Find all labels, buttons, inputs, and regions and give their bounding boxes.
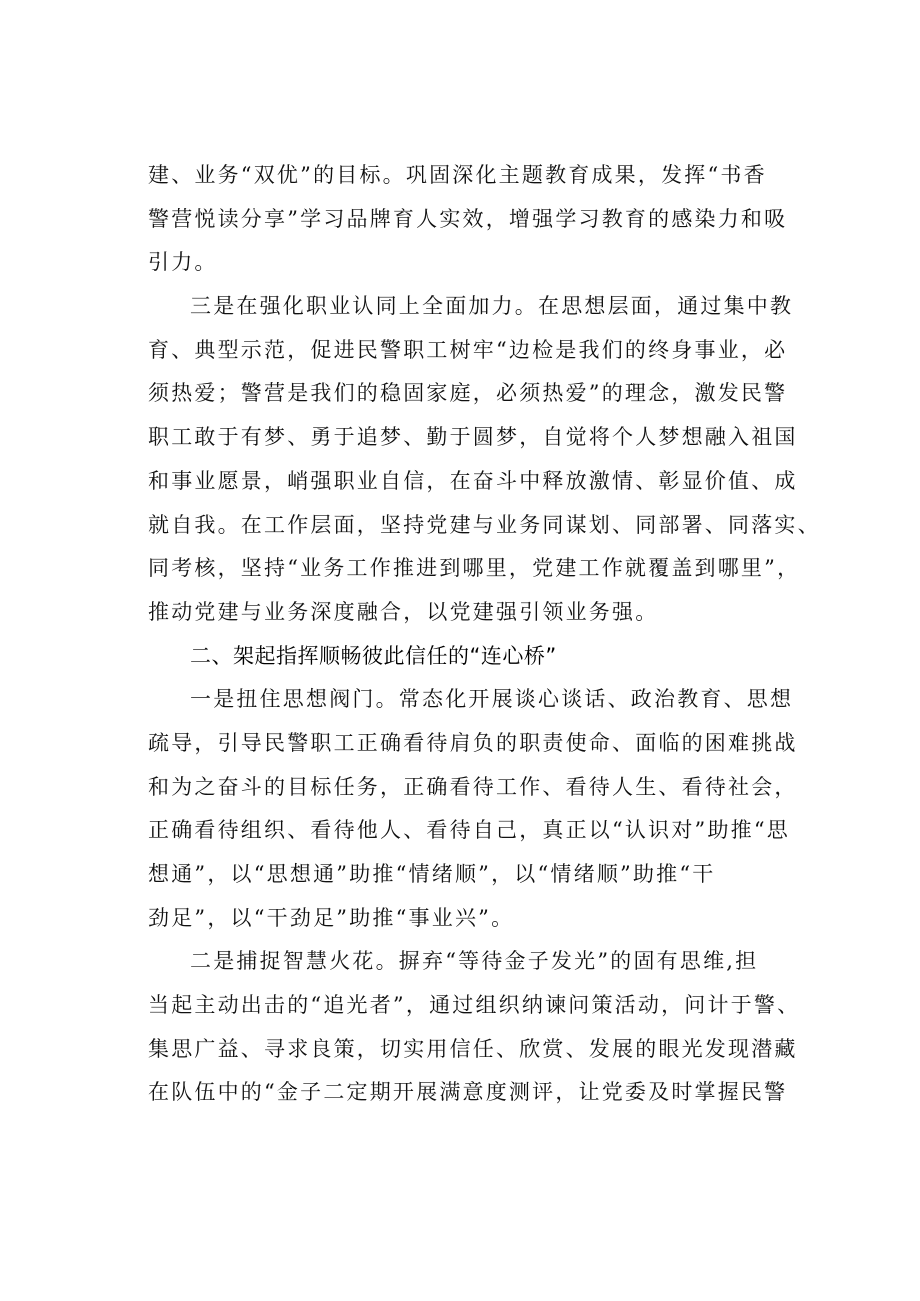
paragraph-line: 疏导，引导民警职工正确看待肩负的职责使命、面临的困难挑战 bbox=[148, 730, 798, 755]
paragraph-line: 育、典型示范，促进民警职工树牢“边检是我们的终身事业，必 bbox=[148, 337, 788, 362]
paragraph-line: 当起主动出击的“追光者”，通过组织纳谏问策活动，问计于警、 bbox=[148, 993, 801, 1018]
paragraph-2 bbox=[148, 285, 821, 635]
paragraph-line: 就自我。在工作层面，坚持党建与业务同谋划、同部署、同落实、 bbox=[148, 512, 821, 537]
paragraph-line: 同考核，坚持“业务工作推进到哪里，党建工作就覆盖到哪里”， bbox=[148, 556, 801, 581]
paragraph-line: 正确看待组织、看待他人、看待自己，真正以“认识对”助推“思 bbox=[148, 818, 791, 843]
paragraph-line: 二是捕捉智慧火花。摒弃“等待金子发光”的固有思维,担 bbox=[190, 949, 759, 974]
paragraph-line: 引力。 bbox=[148, 250, 218, 275]
paragraph-4 bbox=[148, 940, 808, 1115]
paragraph-line: 和为之奋斗的目标任务，正确看待工作、看待人生、看待社会， bbox=[148, 774, 798, 799]
paragraph-line: 警营悦读分享”学习品牌育人实效，增强学习教育的感染力和吸 bbox=[148, 206, 788, 231]
paragraph-line: 职工敢于有梦、勇于追梦、勤于圆梦，自觉将个人梦想融入祖国 bbox=[148, 425, 798, 450]
section-heading: 二、架起指挥顺畅彼此信任的“连心桥” bbox=[190, 643, 557, 668]
document-body bbox=[148, 154, 821, 1115]
paragraph-line: 劲足”，以“干劲足”助推“事业兴”。 bbox=[148, 905, 515, 930]
paragraph-line: 集思广益、寻求良策，切实用信任、欣赏、发展的眼光发现潜藏 bbox=[148, 1036, 798, 1061]
paragraph-line: 建、业务“双优”的目标。巩固深化主题教育成果，发挥“书香 bbox=[148, 163, 767, 187]
paragraph-line: 推动党建与业务深度融合，以党建强引领业务强。 bbox=[148, 599, 659, 624]
paragraph-line: 和事业愿景，峭强职业自信，在奋斗中释放激情、彰显价值、成 bbox=[148, 468, 798, 493]
paragraph-line: 想通”，以“思想通”助推“情绪顺”，以“情绪顺”助推“干 bbox=[148, 862, 716, 886]
paragraph-3 bbox=[148, 678, 808, 940]
paragraph-line: 三是在强化职业认同上全面加力。在思想层面，通过集中教 bbox=[190, 294, 794, 319]
paragraph-line: 一是扭住思想阀门。常态化开展谈心谈话、政治教育、思想 bbox=[190, 687, 794, 712]
paragraph-line: 须热爱；警营是我们的稳固家庭，必须热爱”的理念，激发民警 bbox=[148, 381, 788, 406]
paragraph-1 bbox=[148, 154, 808, 285]
paragraph-line: 在队伍中的“金子二定期开展满意度测评，让党委及时掌握民警 bbox=[148, 1080, 788, 1105]
